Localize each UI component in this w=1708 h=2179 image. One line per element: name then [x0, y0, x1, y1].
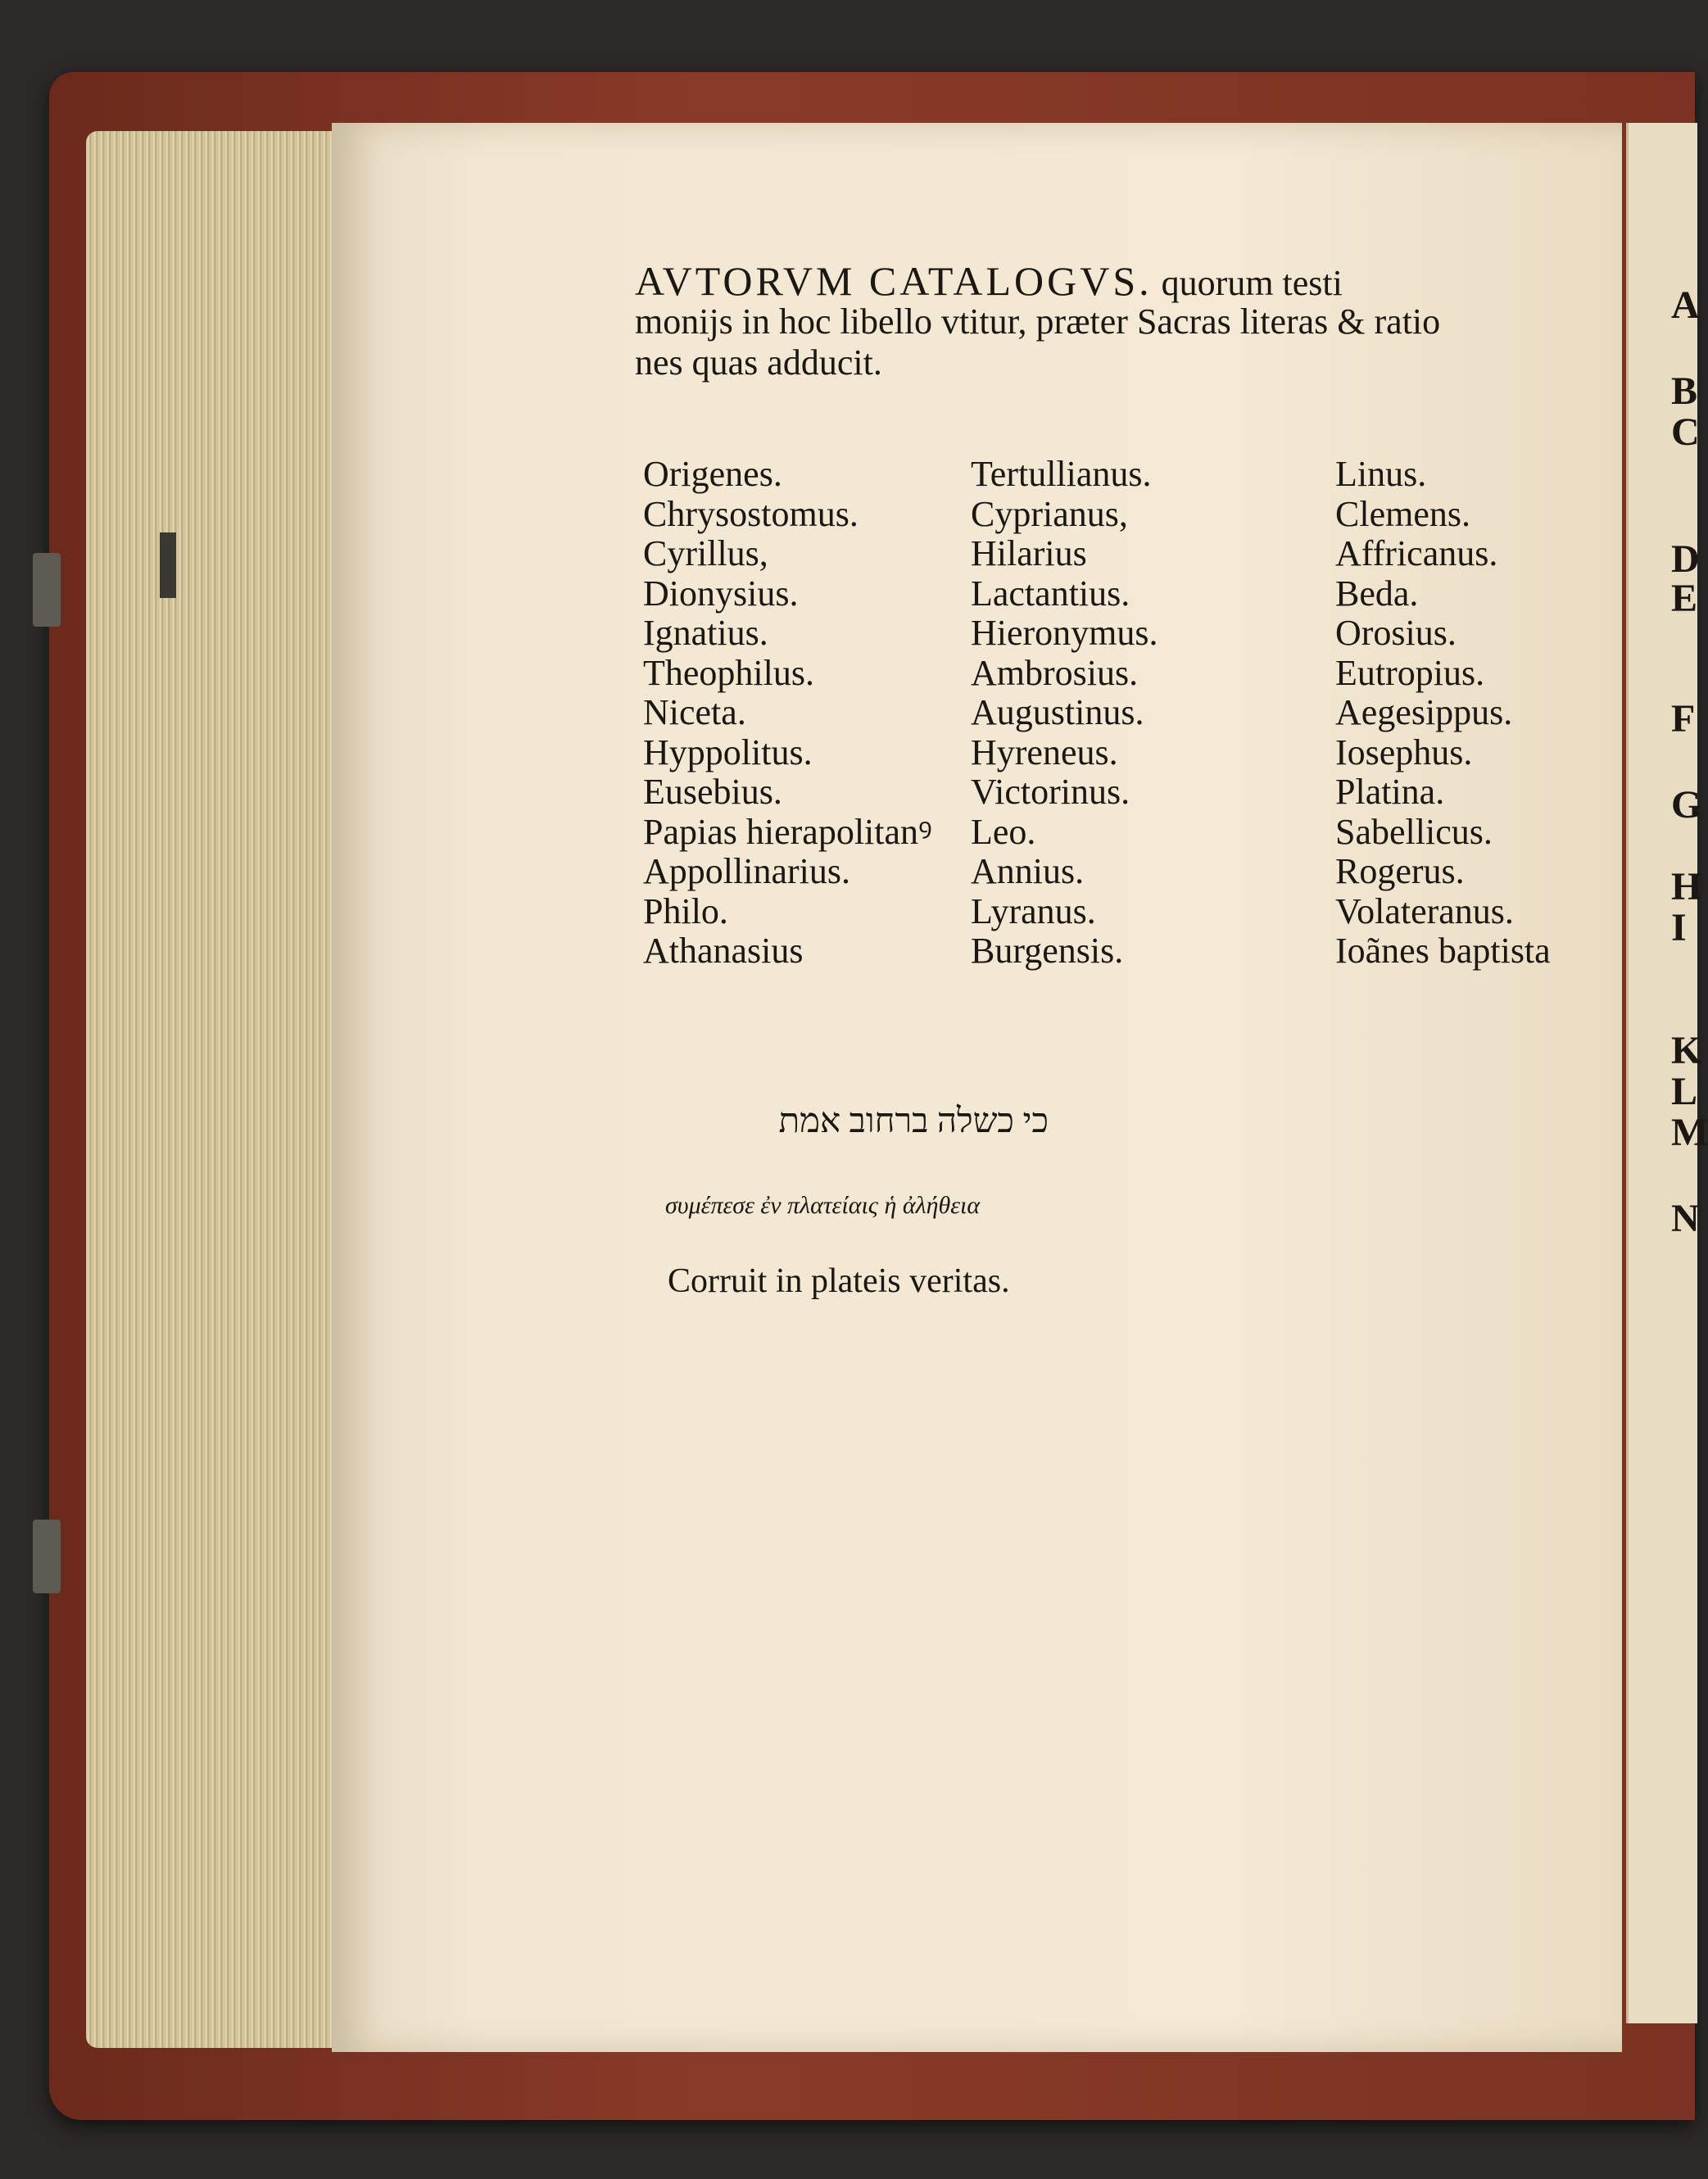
- facing-letter: H: [1671, 865, 1702, 908]
- author-name: Ioãnes baptista: [1335, 931, 1551, 971]
- author-name: Chrysostomus.: [643, 493, 859, 534]
- author-name: Sabellicus.: [1335, 811, 1493, 852]
- clasp-upper: [33, 553, 61, 627]
- column-right: [1335, 455, 1551, 972]
- author-name: Linus.: [1335, 454, 1427, 494]
- left-page: [332, 123, 1622, 2052]
- author-name: Cyprianus,: [971, 493, 1128, 534]
- facing-letter: E: [1671, 577, 1698, 620]
- facing-letter: B: [1671, 369, 1698, 413]
- author-name: Burgensis.: [971, 931, 1124, 971]
- author-name: Tertullianus.: [971, 454, 1152, 494]
- author-name: Leo.: [971, 811, 1036, 852]
- column-left: [643, 455, 932, 972]
- author-name: Papias hierapolitanꝰ: [643, 811, 932, 852]
- author-name: Eutropius.: [1335, 652, 1485, 693]
- author-name: Ignatius.: [643, 613, 768, 653]
- facing-letter: N: [1671, 1197, 1700, 1240]
- facing-letter: D: [1671, 537, 1700, 581]
- author-name: Beda.: [1335, 573, 1419, 614]
- facing-letter: M: [1671, 1111, 1708, 1154]
- author-name: Hilarius: [971, 533, 1087, 573]
- clasp-lower: [33, 1520, 61, 1593]
- heading-line-3: nes quas adducit.: [635, 342, 882, 383]
- author-name: Rogerus.: [1335, 851, 1465, 891]
- heading-line-2: monijs in hoc libello vtitur, præter Sacras literas & ratio: [635, 301, 1441, 342]
- author-name: Origenes.: [643, 454, 782, 494]
- author-name: Aegesippus.: [1335, 692, 1513, 732]
- author-name: Iosephus.: [1335, 732, 1473, 772]
- author-name: Hyppolitus.: [643, 732, 813, 772]
- column-middle: [971, 455, 1158, 972]
- bookmark-tab: [160, 532, 176, 598]
- author-name: Niceta.: [643, 692, 746, 732]
- author-name: Platina.: [1335, 772, 1445, 812]
- author-name: Hyreneus.: [971, 732, 1118, 772]
- author-name: Annius.: [971, 851, 1085, 891]
- author-name: Clemens.: [1335, 493, 1470, 534]
- facing-letter: K: [1671, 1029, 1702, 1072]
- author-name: Lactantius.: [971, 573, 1130, 614]
- author-name: Theophilus.: [643, 652, 814, 693]
- author-name: Affricanus.: [1335, 533, 1498, 573]
- latin-quote: Corruit in plateis veritas.: [668, 1262, 1010, 1300]
- hebrew-quote: כי כשלה ברחוב אמת: [778, 1103, 1049, 1140]
- greek-quote: συμέπεσε ἐν πλατείαις ἡ ἀλήθεια: [665, 1192, 981, 1219]
- author-name: Appollinarius.: [643, 851, 850, 891]
- author-name: Cyrillus,: [643, 533, 768, 573]
- author-name: Lyranus.: [971, 890, 1096, 931]
- facing-letter: F: [1671, 697, 1696, 741]
- facing-letter: I: [1671, 906, 1687, 949]
- facing-letter: C: [1671, 410, 1700, 454]
- heading-line-1: [635, 260, 1343, 304]
- facing-letter: G: [1671, 783, 1702, 827]
- author-name: Volateranus.: [1335, 890, 1514, 931]
- author-name: Hieronymus.: [971, 613, 1158, 653]
- facing-letter: L: [1671, 1070, 1698, 1113]
- author-name: Philo.: [643, 890, 728, 931]
- author-name: Augustinus.: [971, 692, 1144, 732]
- heading-rest: quorum testi: [1161, 263, 1343, 303]
- author-name: Athanasius: [643, 931, 804, 971]
- facing-letter: A: [1671, 283, 1700, 327]
- author-name: Orosius.: [1335, 613, 1457, 653]
- author-name: Ambrosius.: [971, 652, 1139, 693]
- author-name: Victorinus.: [971, 772, 1130, 812]
- author-name: Dionysius.: [643, 573, 799, 614]
- heading-caps: AVTORVM CATALOGVS.: [635, 258, 1153, 304]
- author-name: Eusebius.: [643, 772, 782, 812]
